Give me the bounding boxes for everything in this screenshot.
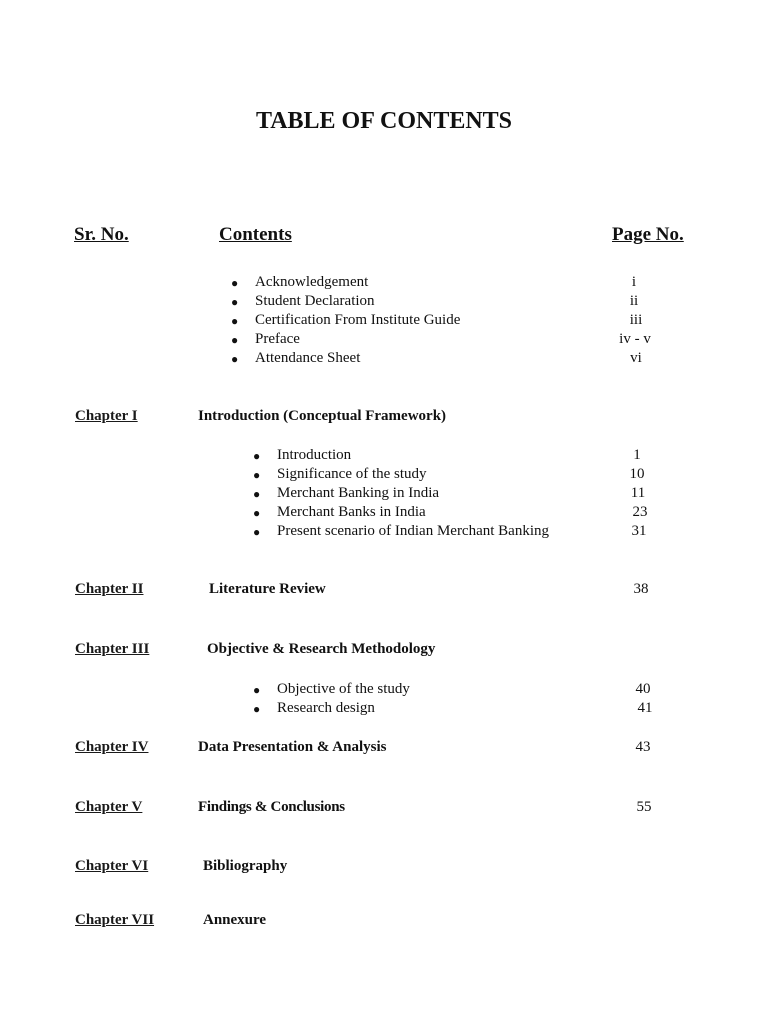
header-contents: Contents xyxy=(219,224,292,245)
chapter-page: 55 xyxy=(636,799,652,815)
chapter-number: Chapter I xyxy=(75,408,138,424)
bullet-icon: ● xyxy=(253,449,261,463)
chapter-item-page: 1 xyxy=(633,447,641,463)
chapter-item-label: Present scenario of Indian Merchant Banking xyxy=(277,523,549,539)
chapter-number: Chapter V xyxy=(75,799,143,815)
chapter-number: Chapter II xyxy=(75,581,144,597)
front-item-label: Certification From Institute Guide xyxy=(255,312,461,328)
front-item-label: Preface xyxy=(255,331,300,347)
bullet-icon: ● xyxy=(231,333,239,347)
chapter-number: Chapter III xyxy=(75,641,150,657)
bullet-icon: ● xyxy=(231,314,239,328)
front-item-page: ii xyxy=(629,293,639,309)
bullet-icon: ● xyxy=(231,295,239,309)
chapter-number: Chapter VI xyxy=(75,858,149,874)
bullet-icon: ● xyxy=(231,276,239,290)
bullet-icon: ● xyxy=(253,683,261,697)
front-item-page: vi xyxy=(630,350,642,366)
chapter-item-label: Merchant Banking in India xyxy=(277,485,440,501)
chapter-item-page: 10 xyxy=(629,466,645,482)
front-item-label: Student Declaration xyxy=(255,293,375,309)
chapter-item-label: Significance of the study xyxy=(277,466,427,482)
chapter-title: Literature Review xyxy=(209,581,326,597)
chapter-item-label: Objective of the study xyxy=(277,681,410,697)
page-title: TABLE OF CONTENTS xyxy=(255,108,513,134)
header-sr-no: Sr. No. xyxy=(74,224,129,245)
bullet-icon: ● xyxy=(253,506,261,520)
bullet-icon: ● xyxy=(253,525,261,539)
chapter-item-page: 23 xyxy=(632,504,648,520)
chapter-title: Introduction (Conceptual Framework) xyxy=(198,408,447,424)
chapter-item-page: 11 xyxy=(630,485,646,501)
front-item-label: Acknowledgement xyxy=(255,274,369,290)
chapter-title: Data Presentation & Analysis xyxy=(198,739,387,755)
chapter-title: Annexure xyxy=(203,912,267,928)
chapter-title: Objective & Research Methodology xyxy=(207,641,436,657)
chapter-number: Chapter VII xyxy=(75,912,155,928)
front-item-page: iii xyxy=(629,312,643,328)
chapter-item-label: Merchant Banks in India xyxy=(277,504,426,520)
chapter-page: 43 xyxy=(635,739,651,755)
chapter-number: Chapter IV xyxy=(75,739,149,755)
header-page-no: Page No. xyxy=(612,224,684,245)
bullet-icon: ● xyxy=(253,487,261,501)
chapter-item-page: 41 xyxy=(637,700,653,716)
front-item-label: Attendance Sheet xyxy=(255,350,361,366)
chapter-item-page: 40 xyxy=(635,681,651,697)
front-item-page: i xyxy=(631,274,637,290)
chapter-page: 38 xyxy=(633,581,649,597)
bullet-icon: ● xyxy=(231,352,239,366)
front-item-page: iv - v xyxy=(619,331,651,347)
chapter-item-label: Introduction xyxy=(277,447,352,463)
bullet-icon: ● xyxy=(253,468,261,482)
chapter-item-label: Research design xyxy=(277,700,375,716)
chapter-title: Findings & Conclusions xyxy=(198,799,345,815)
chapter-item-page: 31 xyxy=(631,523,647,539)
chapter-title: Bibliography xyxy=(203,858,288,874)
bullet-icon: ● xyxy=(253,702,261,716)
